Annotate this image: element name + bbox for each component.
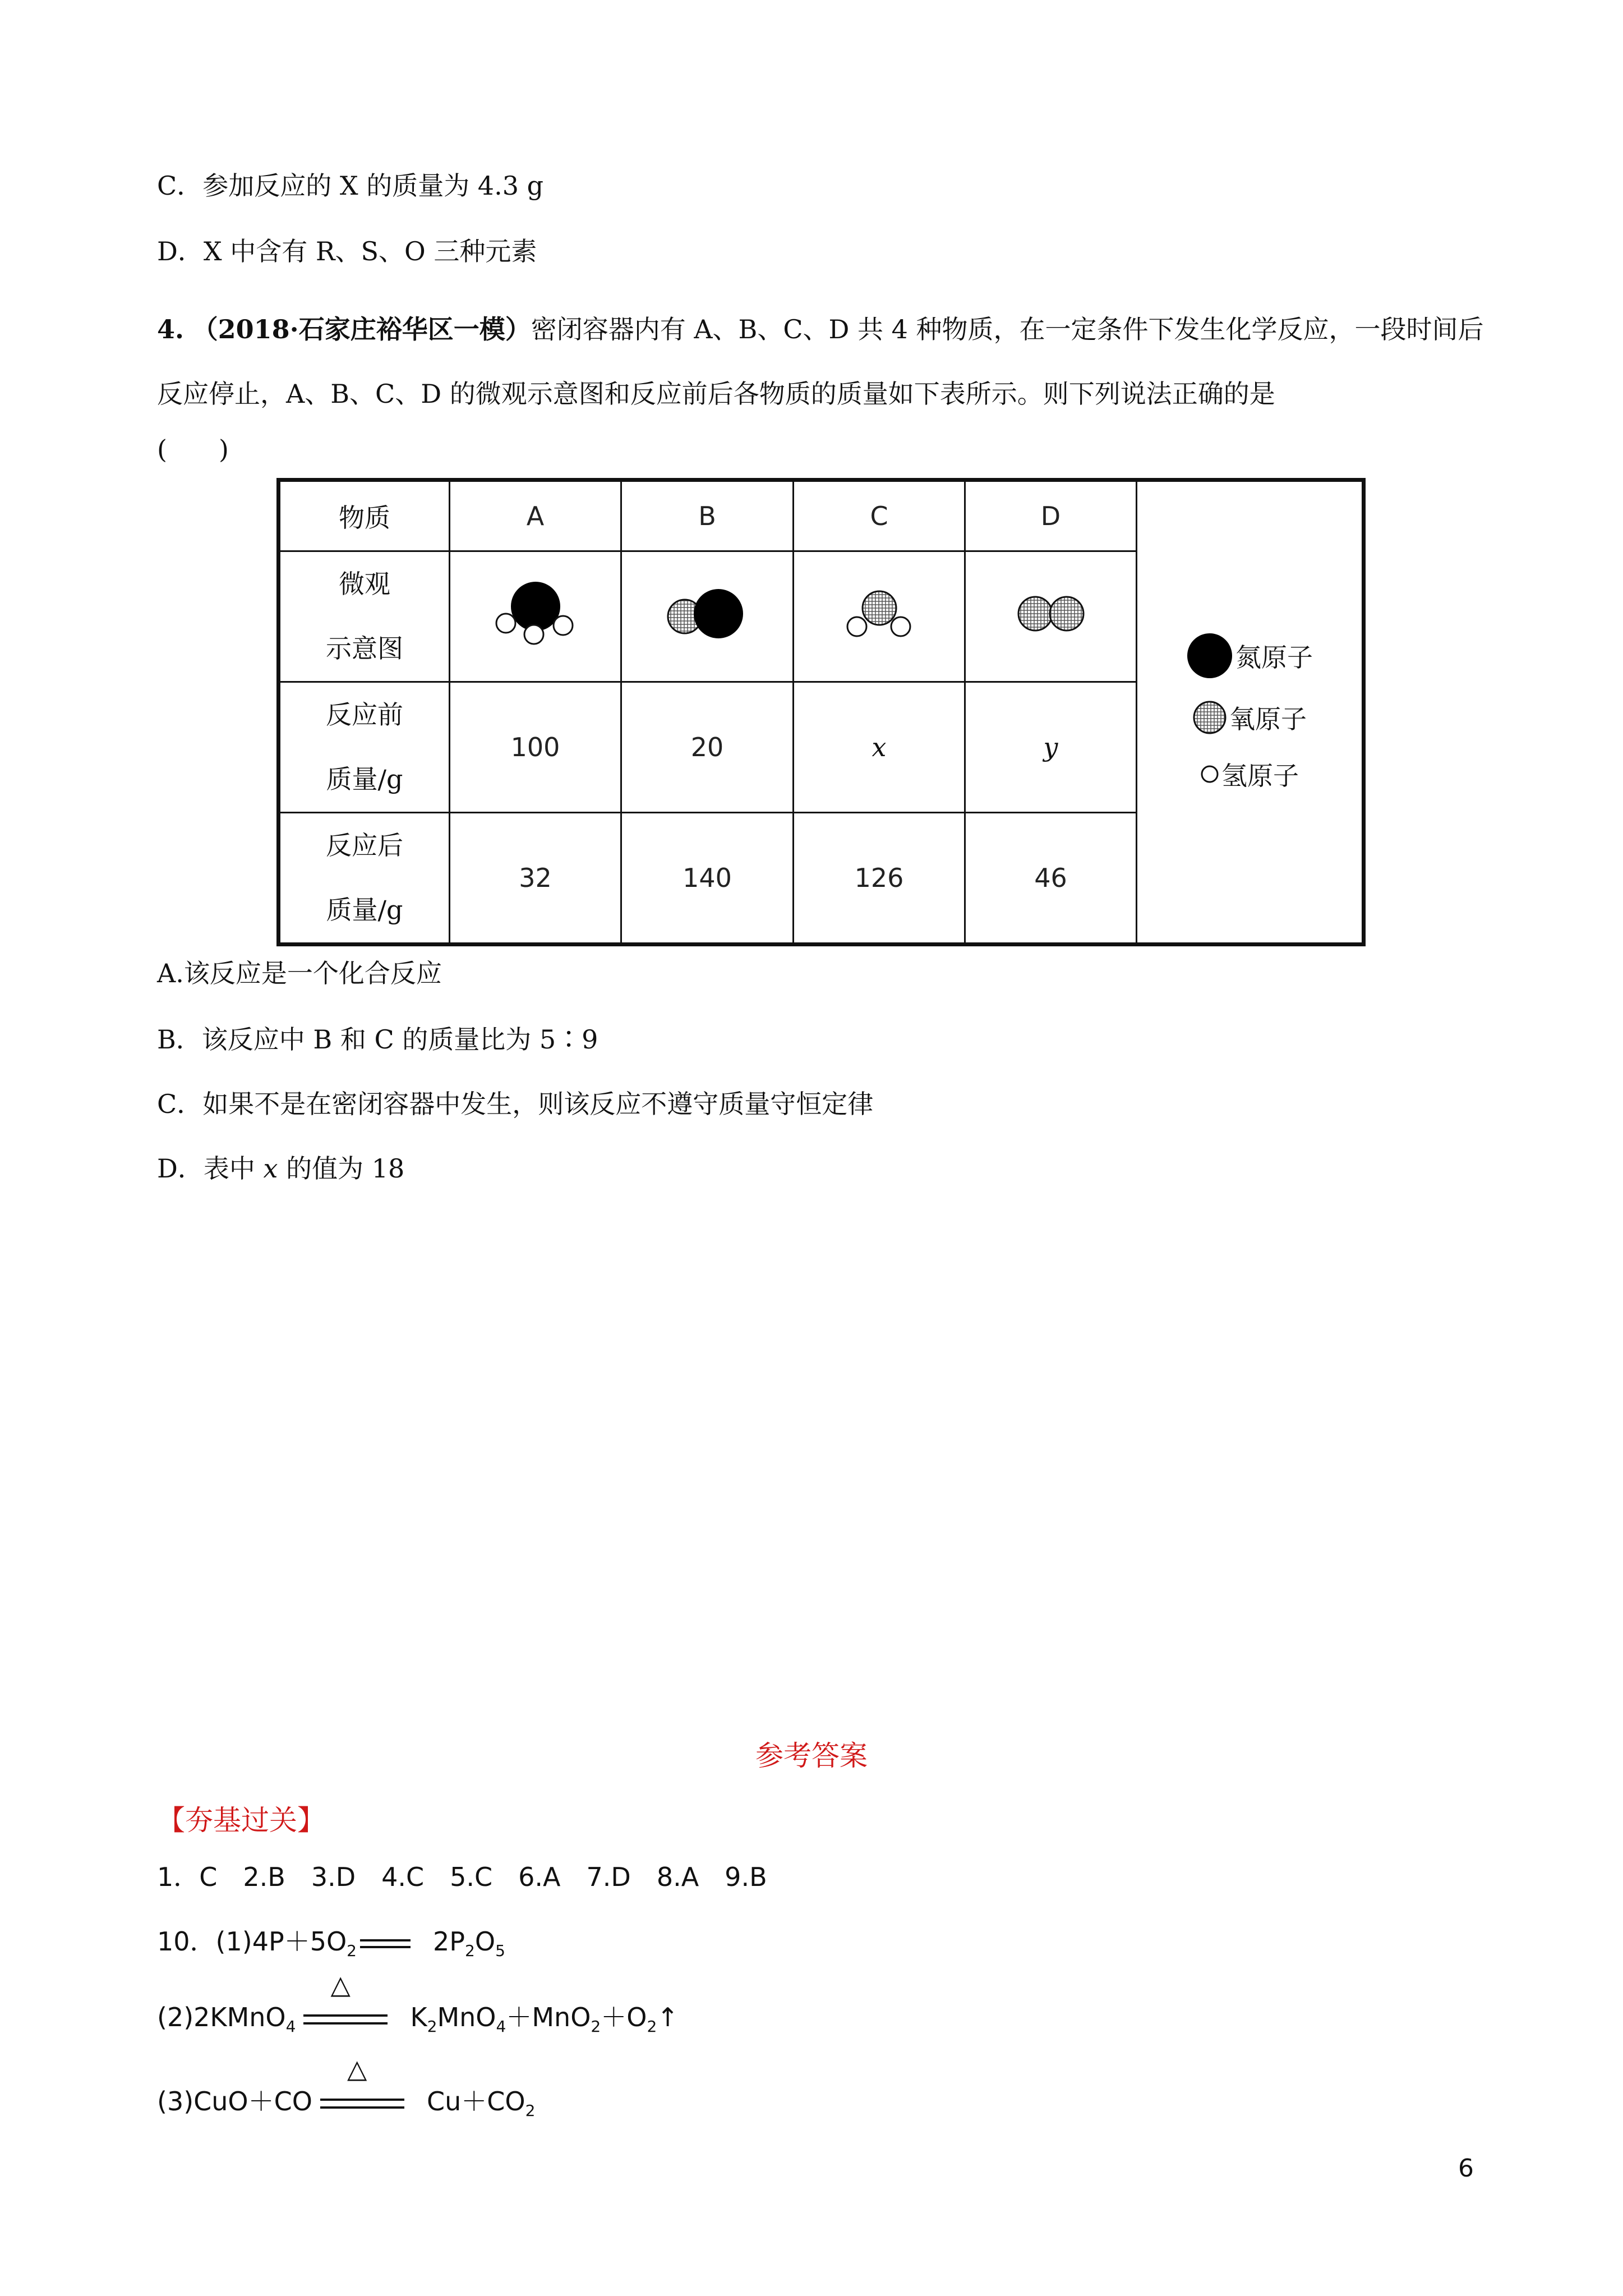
option-d: D．表中 x 的值为 18: [157, 1153, 405, 1184]
option-c: C．如果不是在密闭容器中发生，则该反应不遵守质量守恒定律: [157, 1089, 874, 1119]
answer-10-1: 10．$(1)4P+5O_2$ $2P_2O_5$: [157, 1926, 505, 1961]
answer-blank: ( ): [157, 434, 229, 464]
micro-d: [965, 551, 1137, 682]
after-d: 46: [965, 813, 1137, 945]
heat-condition-sign: [303, 1969, 388, 2032]
question-number: 4.: [157, 314, 185, 344]
after-c: 126: [794, 813, 965, 945]
ammonia-molecule-icon: [494, 577, 578, 650]
header-b: B: [621, 480, 794, 551]
oxygen-molecule-icon: [1009, 588, 1093, 639]
answer-10-2: (2)2KMnO$_4$ △ $K_2MnO_4+MnO_2+O_2↑$: [157, 1969, 679, 2036]
atom-legend: [1137, 480, 1364, 945]
nitric-oxide-molecule-icon: [662, 586, 752, 642]
legend-oxygen: 氧原子: [1137, 699, 1362, 736]
after-b: 140: [621, 813, 794, 945]
question-4-stem: [157, 297, 1492, 426]
choice-answers: 1．C 2.B 3.D 4.C 5.C 6.A 7.D 8.A 9.B: [157, 1862, 767, 1892]
before-c: x: [794, 682, 965, 813]
heat-triangle-icon: △: [330, 1969, 351, 2000]
micro-c: [794, 551, 965, 682]
question-source: （2018·石家庄裕华区一模）: [192, 314, 531, 344]
header-a: A: [450, 480, 621, 551]
header-d: D: [965, 480, 1137, 551]
section-tag: 【夯基过关】: [157, 1804, 325, 1837]
after-a: 32: [450, 813, 621, 945]
before-b: 20: [621, 682, 794, 813]
substance-table: [276, 478, 1366, 946]
row-label-before: 反应前 质量/g: [279, 682, 450, 813]
before-d: y: [965, 682, 1137, 813]
nitrogen-atom-icon: [1186, 632, 1233, 679]
answer-10-3: (3)CuO＋CO △ $Cu+CO_2$: [157, 2053, 536, 2120]
answers-title: 参考答案: [755, 1740, 868, 1772]
heat-triangle-icon: △: [347, 2053, 367, 2084]
oxygen-atom-icon: [1192, 700, 1227, 735]
legend-nitrogen: 氮原子: [1137, 632, 1362, 679]
water-molecule-icon: [840, 583, 919, 645]
micro-a: [450, 551, 621, 682]
option-a: A.该反应是一个化合反应: [157, 958, 442, 988]
header-substance: 物质: [279, 480, 450, 551]
heat-condition-sign: [320, 2053, 404, 2116]
option-d-prev: D．X 中含有 R、S、O 三种元素: [157, 236, 537, 266]
hydrogen-atom-icon: [1200, 765, 1219, 784]
micro-b: [621, 551, 794, 682]
equals-sign: [360, 1938, 411, 1949]
row-label-micro: 微观 示意图: [279, 551, 450, 682]
option-c-prev: C．参加反应的 X 的质量为 4.3 g: [157, 171, 544, 201]
header-c: C: [794, 480, 965, 551]
legend-hydrogen: 氢原子: [1137, 756, 1362, 793]
question-text: 密闭容器内有 A、B、C、D 共 4 种物质，在一定条件下发生化学反应，一段时间后反应停止，A、B、C、D 的微观示意图和反应前后各物质的质量如下表所示。则下列说法正确的是: [157, 314, 1484, 409]
option-b: B．该反应中 B 和 C 的质量比为 5∶9: [157, 1024, 598, 1055]
page-number: 6: [1458, 2154, 1474, 2183]
before-a: 100: [450, 682, 621, 813]
row-label-after: 反应后 质量/g: [279, 813, 450, 945]
